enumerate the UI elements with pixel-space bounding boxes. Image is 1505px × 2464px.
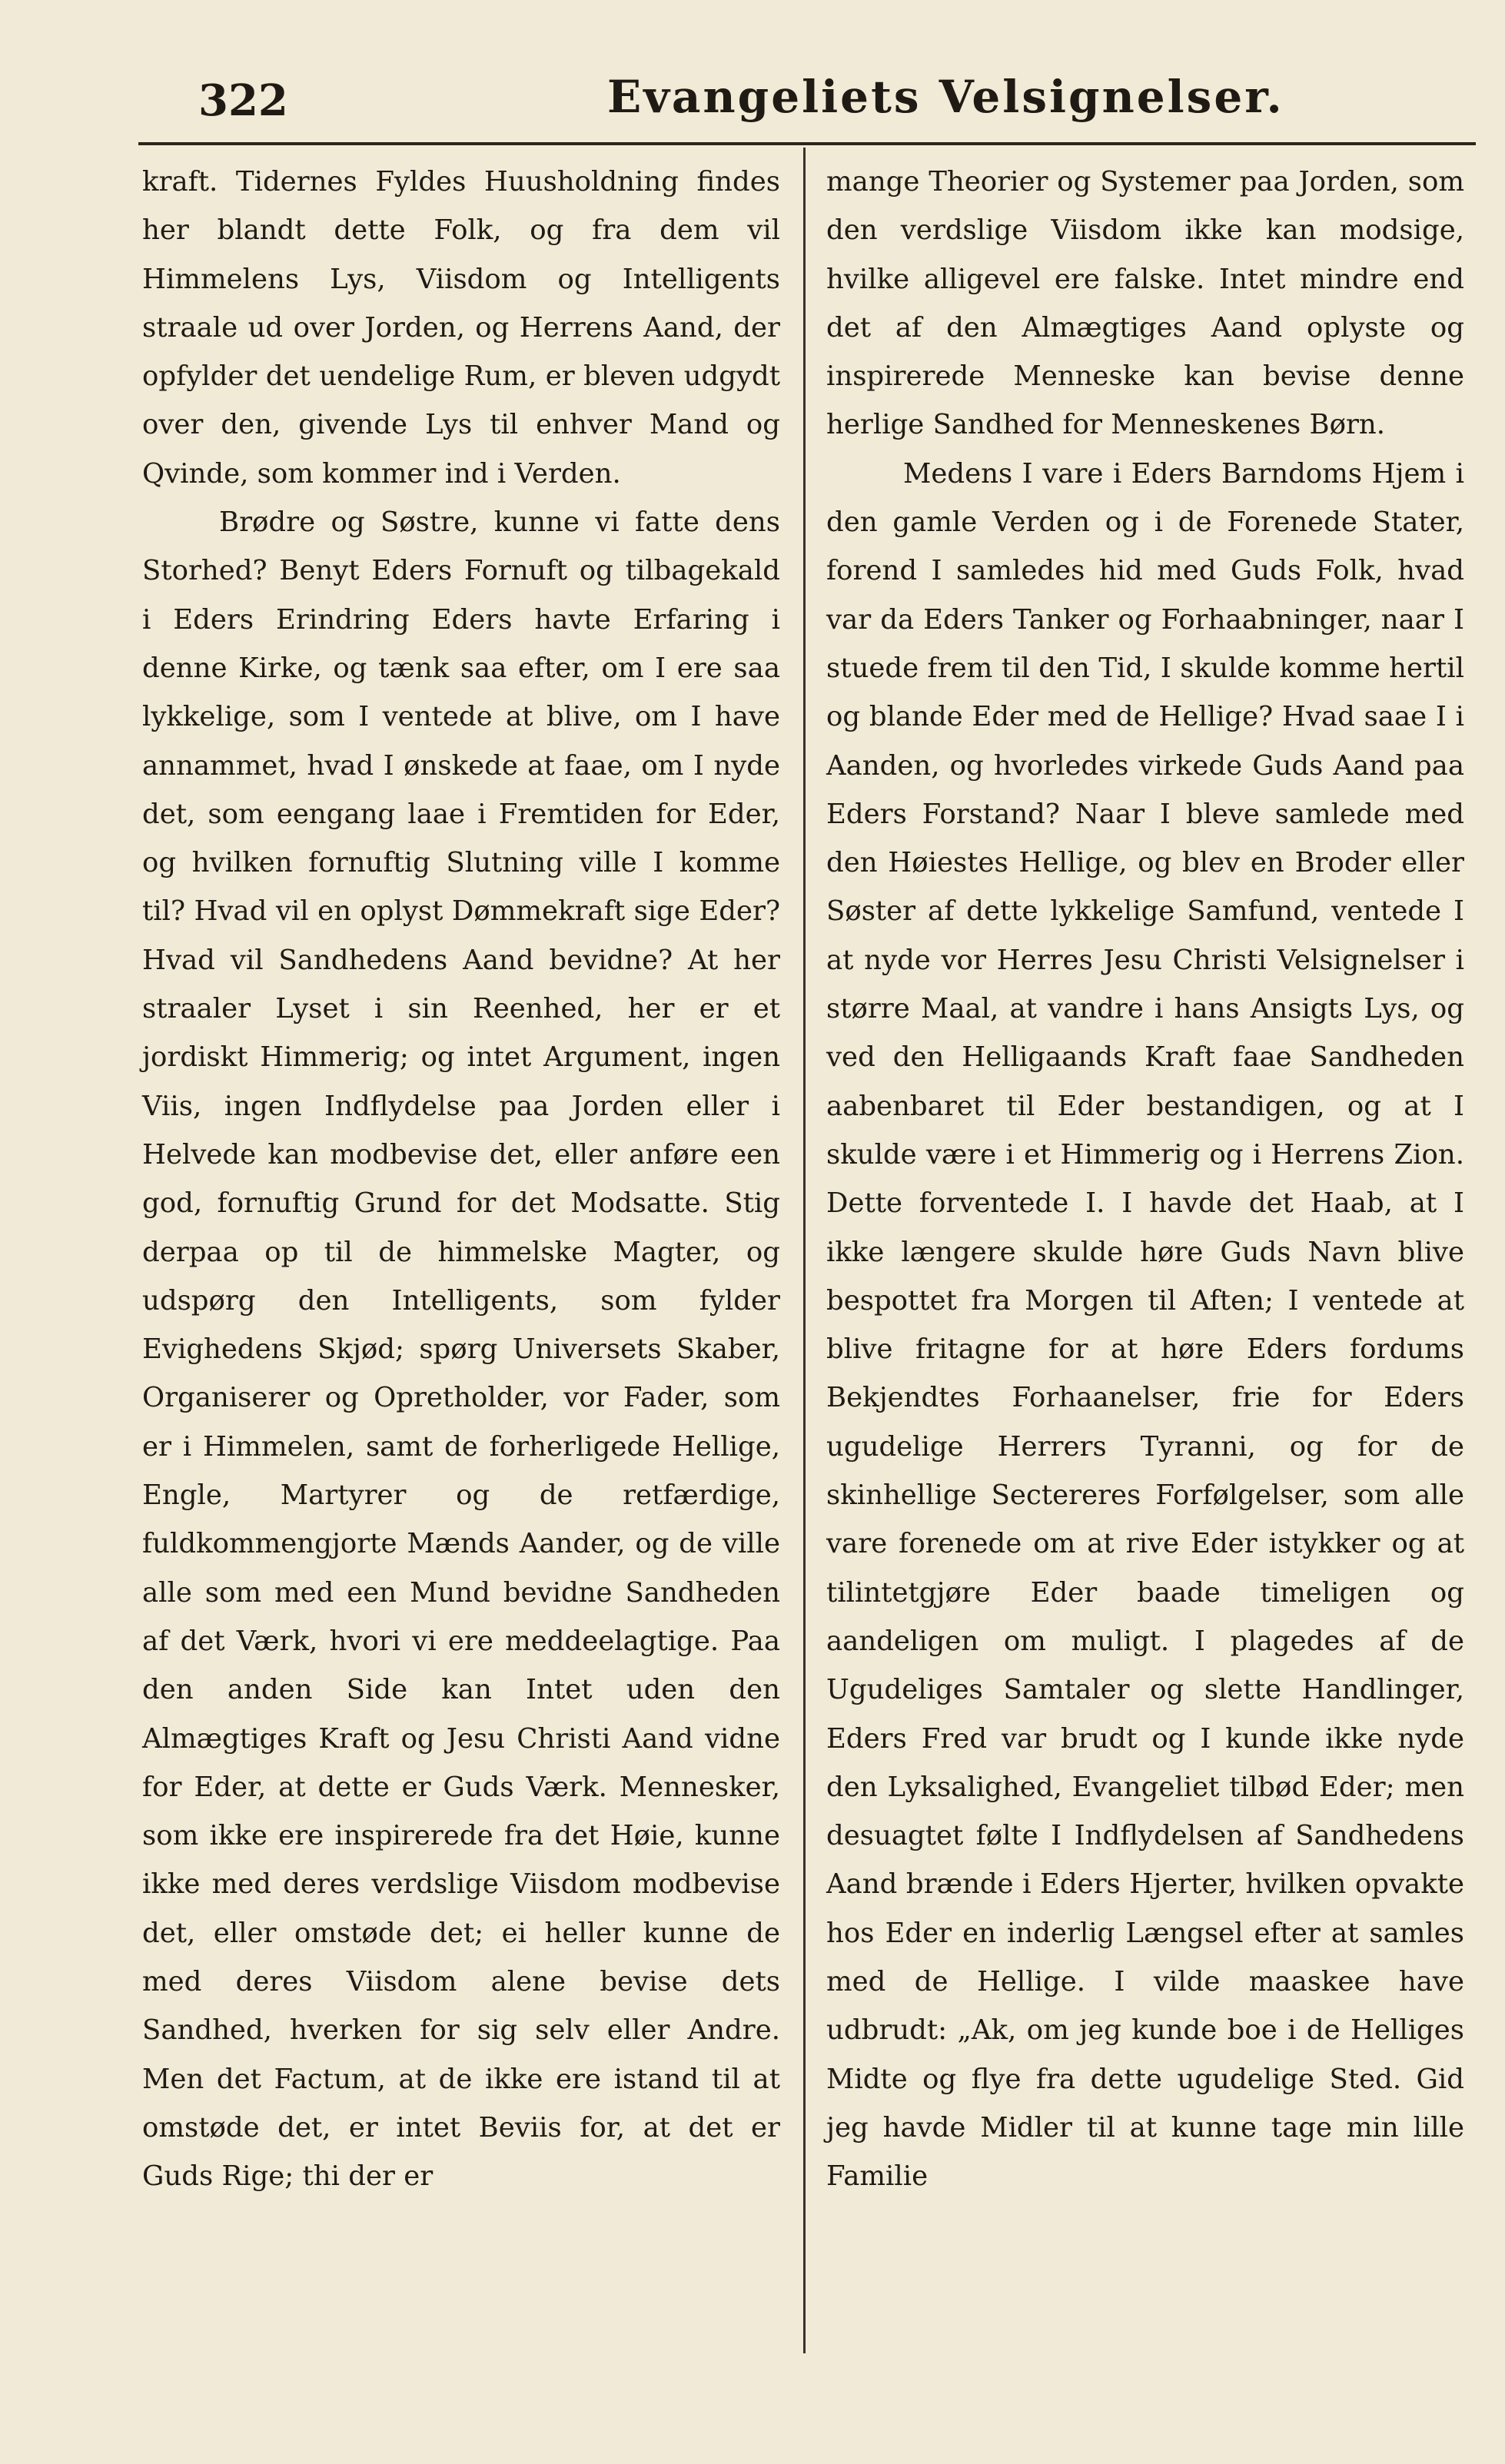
column-divider [803,148,806,2353]
left-column [142,158,780,2200]
page-number: 322 [198,75,288,126]
right-column [826,158,1464,2200]
paragraph: Brødre og Søstre, kunne vi fatte dens Storhed? Benyt Eders Fornuft og tilbagekald i Eders Erindring Eders havte Erfaring i denne Kirke, og tænk saa efter, om I ere saa lykkelige, som I ventede at blive, om I have annammet, hvad I ønskede at faae, om I nyde det, som eengang laae i Fremtiden for Eder, og hvilken fornuftig Slutning ville I komme til? Hvad vil en oplyst Dømmekraft sige Eder? Hvad vil Sandhedens Aand bevidne? At her straaler Lyset i sin Reenhed, her er et jordiskt Himmerig; og intet Argument, ingen Viis, ingen Indflydelse paa Jorden eller i Helvede kan modbevise det, eller anføre een god, fornuftig Grund for det Modsatte. Stig derpaa op til de himmelske Magter, og udspørg den Intelligents, som fylder Evighedens Skjød; spørg Universets Skaber, Organiserer og Opretholder, vor Fader, som er i Himmelen, samt de forherligede Hellige, Engle, Martyrer og de retfærdige, fuldkommengjorte Mænds Aander, og de ville alle som med een Mund bevidne Sandheden af det Værk, hvori vi ere meddeelagtige. Paa den anden Side kan Intet uden den Almægtiges Kraft og Jesu Christi Aand vidne for Eder, at dette er Guds Værk. Mennesker, som ikke ere inspirerede fra det Høie, kunne ikke med deres verdslige Viisdom modbevise det, eller omstøde det; ei heller kunne de med deres Viisdom alene bevise dets Sandhed, hverken for sig selv eller Andre. Men det Factum, at de ikke ere istand til at omstøde det, er intet Beviis for, at det er Guds Rige; thi der er [142,506,780,2193]
paragraph: mange Theorier og Systemer paa Jorden, som den verdslige Viisdom ikke kan modsige, hvilke alligevel ere falske. Intet mindre end det af den Almægtiges Aand oplyste og inspirerede Menneske kan bevise denne herlige Sandhed for Menneskenes Børn. [826,166,1464,441]
paragraph: kraft. Tidernes Fyldes Huusholdning findes her blandt dette Folk, og fra dem vil Himmelens Lys, Viisdom og Intelligents straale ud over Jorden, og Herrens Aand, der opfylder det uendelige Rum, er bleven udgydt over den, givende Lys til enhver Mand og Qvinde, som kommer ind i Verden. [142,166,780,490]
paragraph: Medens I vare i Eders Barndoms Hjem i den gamle Verden og i de Forenede Stater, forend I samledes hid med Guds Folk, hvad var da Eders Tanker og Forhaabninger, naar I stuede frem til den Tid, I skulde komme hertil og blande Eder med de Hellige? Hvad saae I i Aanden, og hvorledes virkede Guds Aand paa Eders Forstand? Naar I bleve samlede med den Høiestes Hellige, og blev en Broder eller Søster af dette lykkelige Samfund, ventede I at nyde vor Herres Jesu Christi Velsignelser i større Maal, at vandre i hans Ansigts Lys, og ved den Helligaands Kraft faae Sandheden aabenbaret til Eder bestandigen, og at I skulde være i et Himmerig og i Herrens Zion. Dette forventede I. I havde det Haab, at I ikke længere skulde høre Guds Navn blive bespottet fra Morgen til Aften; I ventede at blive fritagne for at høre Eders fordums Bekjendtes Forhaanelser, frie for Eders ugudelige Herrers Tyranni, og for de skinhellige Sectereres Forfølgelser, som alle vare forenede om at rive Eder istykker og at tilintetgjøre Eder baade timeligen og aandeligen om muligt. I plagedes af de Ugudeliges Samtaler og slette Handlinger, Eders Fred var brudt og I kunde ikke nyde den Lyksalighed, Evangeliet tilbød Eder; men desuagtet følte I Indflydelsen af Sandhedens Aand brænde i Eders Hjerter, hvilken opvakte hos Eder en inderlig Længsel efter at samles med de Hellige. I vilde maaskee have udbrudt: „Ak, om jeg kunde boe i de Helliges Midte og flye fra dette ugudelige Sted. Gid jeg havde Midler til at kunne tage min lille Familie [826,457,1464,2193]
running-title: Evangeliets Velsignelser. [607,71,1284,123]
header-rule [138,142,1476,145]
